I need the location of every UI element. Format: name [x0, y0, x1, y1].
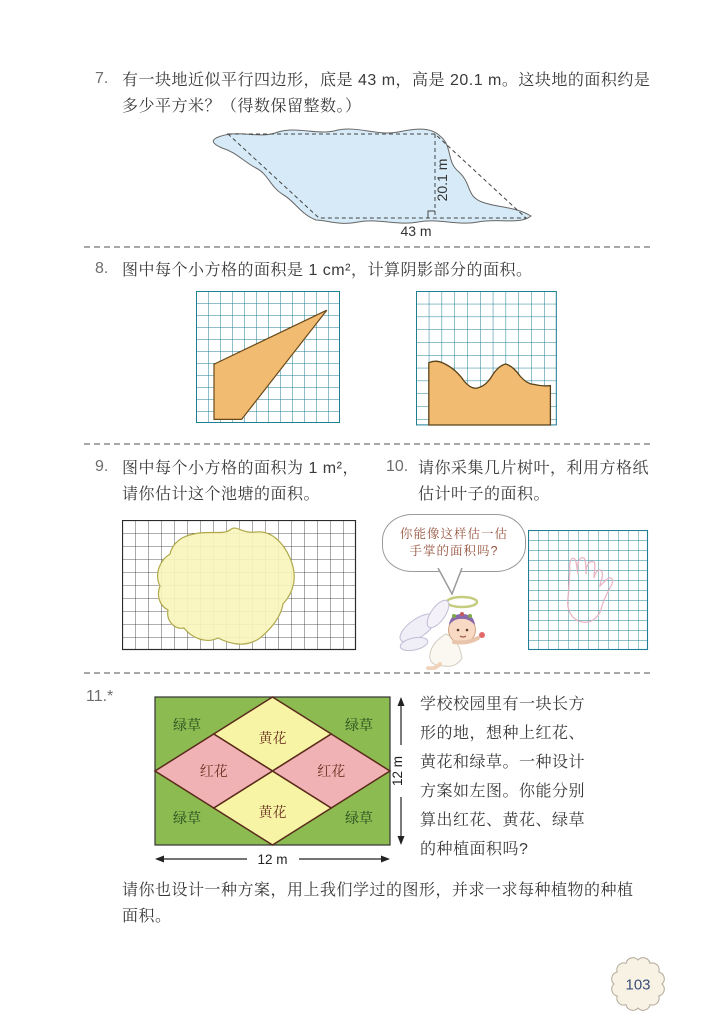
hand-grid-figure — [528, 530, 651, 653]
garden-plan-figure — [151, 693, 415, 875]
grid-figure-wavy-region — [416, 291, 559, 428]
wreath-berry — [460, 612, 464, 616]
parallelogram-land-figure — [198, 122, 538, 244]
page-number-badge — [611, 957, 665, 1011]
problem-10-text: 请你采集几片树叶，利用方格纸 估计叶子的面积。 — [418, 460, 650, 503]
problem-8-text: 图中每个小方格的面积是 1 cm²，计算阴影部分的面积。 — [122, 262, 533, 279]
problem-7-text: 有一块地近似平行四边形，底是 43 m，高是 20.1 m。这块地的面积约是 多少平方米？（得数保留整数。） — [122, 72, 651, 115]
dim-right-arrow-down — [398, 836, 405, 845]
separator-2 — [84, 443, 650, 445]
separator-3 — [84, 672, 650, 674]
yellow-label-top: 黄花 — [258, 730, 287, 746]
cherub-illustration — [388, 590, 524, 670]
wreath-leaf — [452, 614, 456, 618]
dim-bottom-arrow-left — [155, 856, 164, 863]
dim-right-label: 12 m — [390, 755, 405, 787]
red-label-left: 红花 — [199, 763, 228, 779]
problem-11-number: 11.* — [86, 688, 114, 705]
grass-label-bl: 绿草 — [173, 810, 201, 826]
problem-8-number: 8. — [95, 260, 109, 277]
page-number: 103 — [625, 976, 651, 994]
height-label: 20.1 m — [434, 158, 450, 202]
cherub-leg — [428, 664, 440, 669]
grid-figure-quadrilateral — [196, 291, 342, 425]
problem-9-number: 9. — [95, 458, 109, 475]
grass-label-tl: 绿草 — [173, 717, 201, 733]
dim-bottom-label: 12 m — [257, 852, 288, 867]
problem-9-text: 图中每个小方格的面积为 1 m²， 请你估计这个池塘的面积。 — [122, 460, 359, 503]
problem-10-number: 10. — [386, 458, 409, 475]
base-label: 43 m — [400, 223, 432, 239]
cherub-halo — [447, 597, 477, 607]
red-label-right: 红花 — [317, 763, 346, 779]
separator-1 — [84, 246, 650, 248]
yellow-label-bottom: 黄花 — [258, 804, 287, 820]
pond-grid-figure — [122, 520, 358, 653]
hand-grid-lines — [528, 530, 648, 650]
grass-label-br: 绿草 — [345, 810, 373, 826]
speech-bubble-line1: 你能像这样估一估 — [399, 527, 508, 541]
grass-label-tr: 绿草 — [345, 717, 373, 733]
wreath-leaf-2 — [468, 614, 472, 618]
cherub-eye-left — [457, 629, 460, 632]
problem-7-number: 7. — [95, 70, 109, 87]
problem-11-closing-text: 请你也设计一种方案，用上我们学过的图形，并求一求每种植物的种植 面积。 — [122, 882, 634, 925]
cherub-eye-right — [466, 629, 469, 632]
dim-bottom-arrow-right — [381, 856, 390, 863]
speech-bubble-line2: 手掌的面积吗? — [409, 544, 499, 558]
flower-in-hand — [479, 632, 485, 638]
problem-11-text: 学校校园里有一块长方 形的地，想种上红花、 黄花和绿草。一种设计 方案如左图。你能分别 算出红花、黄花、绿草 的种植面积吗? — [420, 696, 586, 858]
dim-right-arrow-up — [398, 697, 405, 706]
speech-bubble — [382, 514, 526, 572]
cherub-group — [382, 514, 532, 664]
land-blob — [213, 129, 531, 223]
